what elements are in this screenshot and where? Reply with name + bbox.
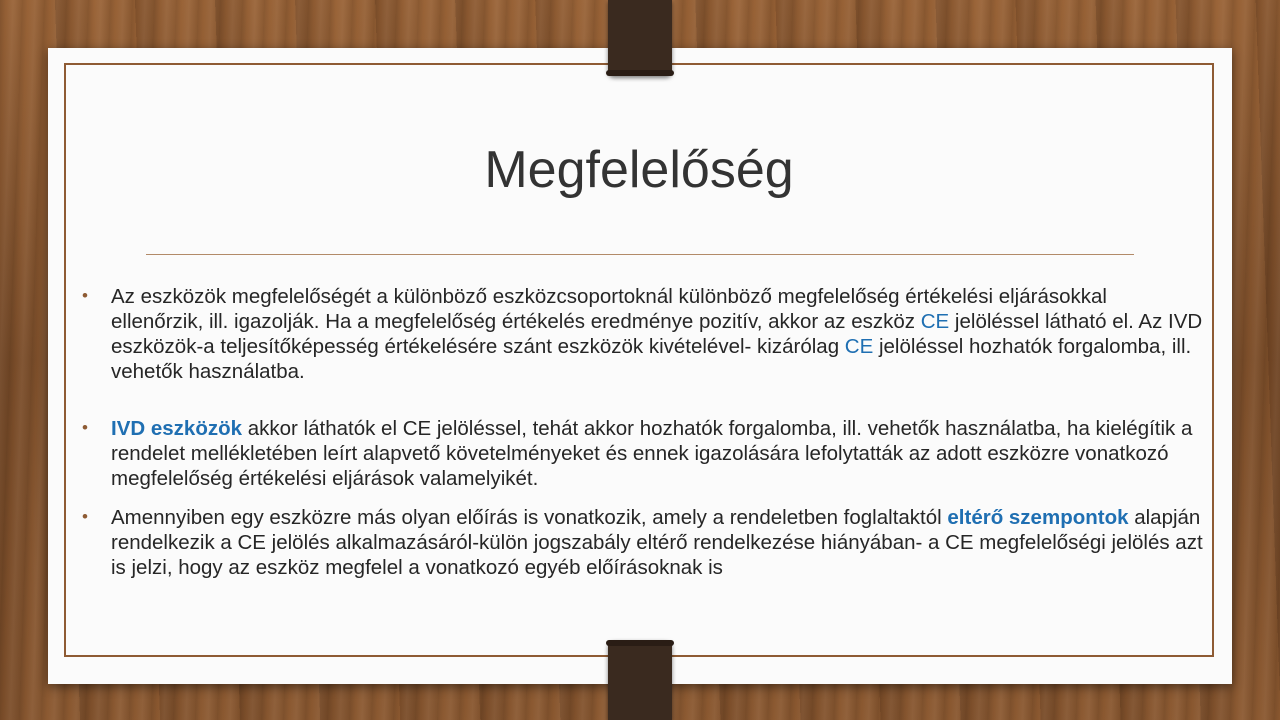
ce-highlight: CE <box>920 310 950 333</box>
ce-highlight: CE <box>844 335 874 358</box>
bullet-text: jelöléssel hozhatók forgalomba, ill. vehetők használatba. <box>111 335 1192 383</box>
bullet-text: Az eszközök megfelelőségét a különböző eszközcsoportoknál különböző megfelelőség értékelési eljárásokkal ellenőrzik, ill. igazolják. Ha a megfelelőség értékelés eredménye pozitív, akkor az eszköz <box>111 285 1107 333</box>
title-divider <box>146 254 1134 255</box>
bullet-item-1 <box>84 284 1204 384</box>
bullet-dot-icon: • <box>82 507 88 526</box>
elterő-highlight: eltérő szempontok <box>947 506 1129 529</box>
bullet-dot-icon: • <box>82 286 88 305</box>
bullet-text: alapján rendelkezik a CE jelölés alkalmazásáról-külön jogszabály eltérő rendelkezése hiányában- a CE megfelelőségi jelölés azt is jelzi, hogy az eszköz megfelel a vonatkozó egyéb előírásoknak is <box>111 506 1203 579</box>
bullet-text: jelöléssel látható el. Az IVD eszközök-a teljesítőképesség értékelésére szánt eszközök kivételével- kizárólag <box>111 310 1203 358</box>
bottom-clip <box>608 640 672 720</box>
bullet-text: akkor láthatók el CE jelöléssel, tehát akkor hozhatók forgalomba, ill. vehetők használatba, ha kielégítik a rendelet mellékletében leírt alapvető követelményeket és ennek igazolására lefolytatták az adott eszközre vonatkozó megfelelőség értékelési eljárások valamelyikét. <box>111 417 1193 490</box>
bullet-item-3 <box>84 505 1204 580</box>
bullet-item-2 <box>84 416 1204 491</box>
bullet-dot-icon: • <box>82 418 88 437</box>
top-clip <box>608 0 672 76</box>
slide-title: Megfelelőség <box>484 141 794 199</box>
ivd-highlight: IVD eszközök <box>111 417 243 440</box>
slide-content <box>84 284 1204 580</box>
bullet-text: Amennyiben egy eszközre más olyan előírás is vonatkozik, amely a rendeletben foglaltaktól <box>111 506 948 529</box>
